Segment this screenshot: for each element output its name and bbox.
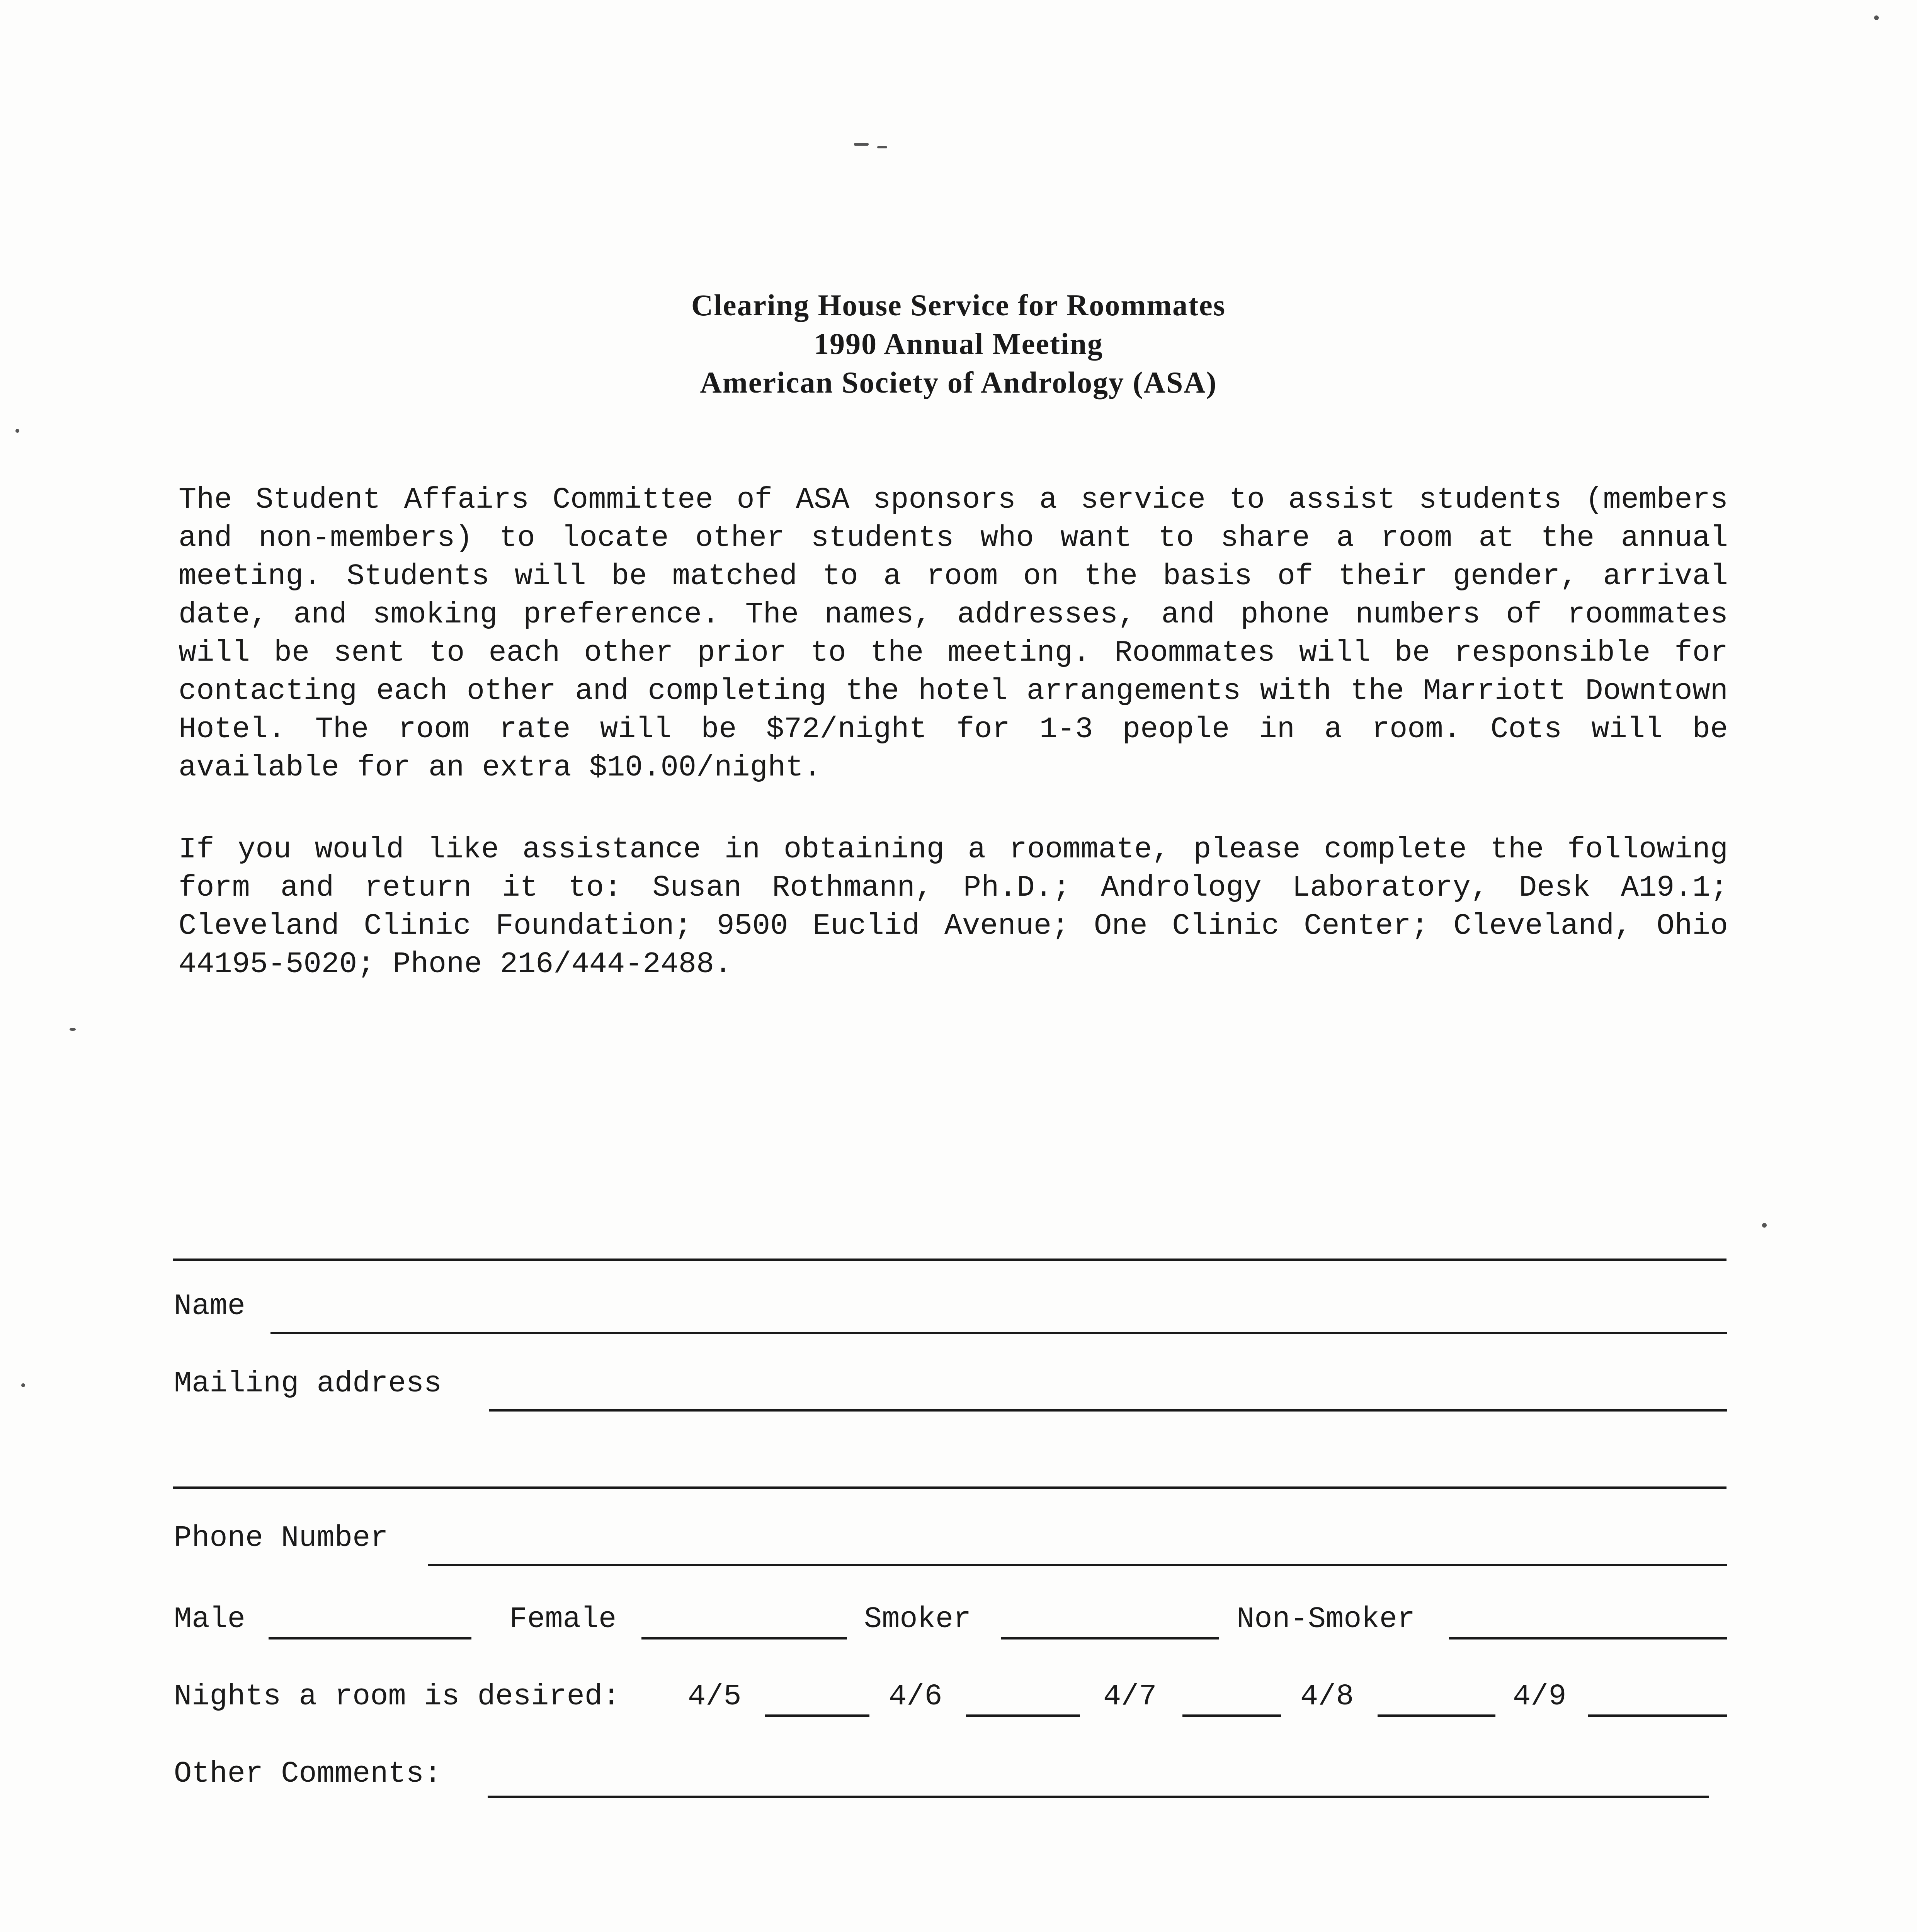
mailing-address-label: Mailing address bbox=[174, 1367, 442, 1401]
document-title-block bbox=[0, 286, 1917, 402]
name-field[interactable] bbox=[270, 1332, 1727, 1334]
scan-speck bbox=[854, 143, 869, 146]
non-smoker-field[interactable] bbox=[1449, 1637, 1727, 1639]
scan-speck bbox=[70, 1028, 76, 1031]
instructions-paragraph: If you would like assistance in obtaining a roommate, please complete the following form and return it to: Susan Rothmann, Ph.D.; Andrology Laboratory, Desk A19.1; Cleveland Clinic Foundation; 9500 Euclid Avenue; One Clinic Center; Cleveland, Ohio 44195-5020; Phone 216/444-2488. bbox=[179, 833, 1728, 981]
phone-number-field[interactable] bbox=[428, 1564, 1727, 1566]
female-label: Female bbox=[509, 1603, 617, 1636]
night-4-8-field[interactable] bbox=[1378, 1714, 1495, 1717]
intro-paragraph: The Student Affairs Committee of ASA sponsors a service to assist students (members and non-members) to locate other students who want to share a room at the annual meeting. Students will be matched to a room on the basis of their gender, arrival date, and smoking preference. The names, addresses, and phone numbers of roommates will be sent to each other prior to the meeting. Roommates will be responsible for contacting each other and completing the hotel arrangements with the Marriott Downtown Hotel. The room rate will be $72/night for 1-3 people in a room. Cots will be available for an extra $10.00/night. bbox=[179, 483, 1728, 785]
night-4-7-field[interactable] bbox=[1182, 1714, 1281, 1717]
night-4-9-field[interactable] bbox=[1588, 1714, 1727, 1717]
smoker-field[interactable] bbox=[1001, 1637, 1219, 1639]
night-4-9-label: 4/9 bbox=[1513, 1680, 1567, 1714]
scan-speck bbox=[1874, 15, 1879, 20]
title-line-society: American Society of Andrology (ASA) bbox=[700, 366, 1217, 399]
nights-desired-label: Nights a room is desired: bbox=[174, 1680, 621, 1714]
form-divider bbox=[173, 1259, 1726, 1261]
male-label: Male bbox=[174, 1603, 245, 1636]
other-comments-field[interactable] bbox=[488, 1796, 1709, 1798]
scan-speck bbox=[15, 429, 19, 433]
female-field[interactable] bbox=[641, 1637, 847, 1639]
night-4-5-field[interactable] bbox=[765, 1714, 869, 1717]
title-line-meeting: 1990 Annual Meeting bbox=[814, 327, 1103, 361]
night-4-8-label: 4/8 bbox=[1300, 1680, 1354, 1714]
night-4-6-field[interactable] bbox=[966, 1714, 1080, 1717]
other-comments-label: Other Comments: bbox=[174, 1757, 442, 1791]
scan-speck bbox=[21, 1383, 25, 1387]
non-smoker-label: Non-Smoker bbox=[1237, 1603, 1415, 1636]
mailing-address-field[interactable] bbox=[489, 1409, 1727, 1412]
male-field[interactable] bbox=[269, 1637, 471, 1639]
night-4-6-label: 4/6 bbox=[889, 1680, 942, 1714]
name-label: Name bbox=[174, 1290, 245, 1323]
night-4-5-label: 4/5 bbox=[688, 1680, 742, 1714]
scan-speck bbox=[877, 146, 887, 148]
night-4-7-label: 4/7 bbox=[1103, 1680, 1157, 1714]
mailing-address-field-line-2[interactable] bbox=[173, 1486, 1726, 1489]
phone-number-label: Phone Number bbox=[174, 1522, 388, 1555]
smoker-label: Smoker bbox=[864, 1603, 971, 1636]
scan-speck bbox=[1762, 1223, 1767, 1228]
title-line-service: Clearing House Service for Roommates bbox=[691, 288, 1226, 322]
